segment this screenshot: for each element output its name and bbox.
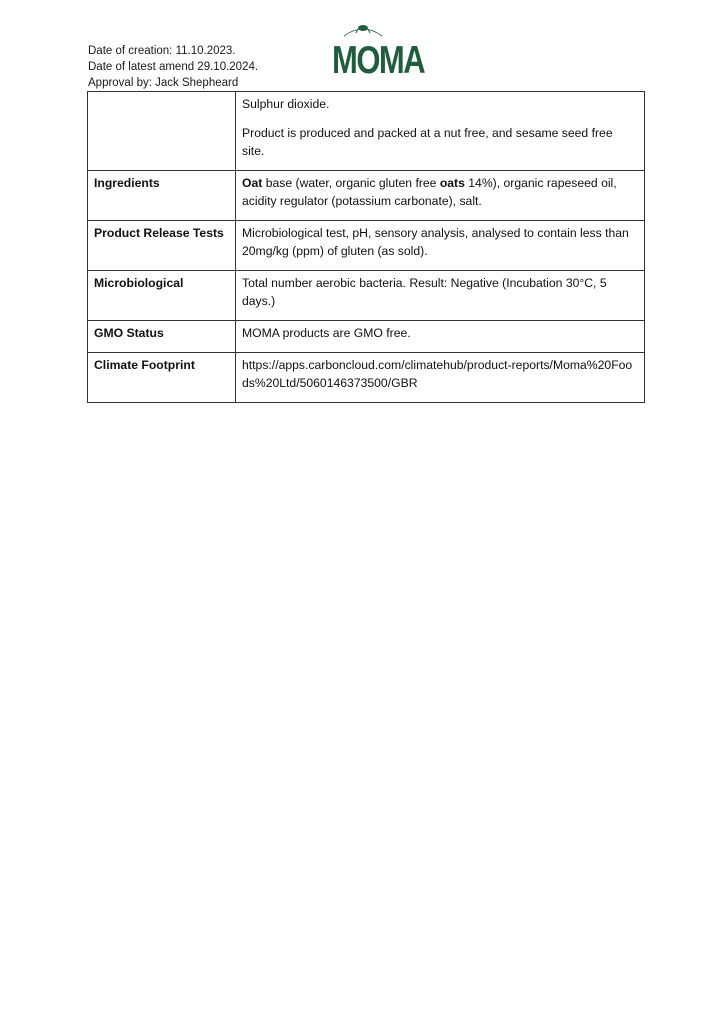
microbiological-label: Microbiological bbox=[88, 271, 236, 321]
specification-table bbox=[87, 91, 645, 403]
allergen-line: Sulphur dioxide. bbox=[242, 97, 330, 111]
gmo-value: MOMA products are GMO free. bbox=[236, 321, 645, 353]
table-row bbox=[88, 221, 645, 271]
ingredient-bold-oat: Oat bbox=[242, 176, 263, 190]
table-row bbox=[88, 321, 645, 353]
release-tests-value: Microbiological test, pH, sensory analysis, analysed to contain less than 20mg/kg (ppm) of gluten (as sold). bbox=[236, 221, 645, 271]
moma-logo bbox=[332, 20, 425, 82]
table-row bbox=[88, 353, 645, 403]
table-row bbox=[88, 171, 645, 221]
ingredient-text-1: base (water, organic gluten free bbox=[262, 176, 440, 190]
ingredients-value bbox=[236, 171, 645, 221]
table-row bbox=[88, 271, 645, 321]
allergen-continued-cell bbox=[236, 92, 645, 171]
release-tests-label: Product Release Tests bbox=[88, 221, 236, 271]
ingredient-text-2: 14%), organic rapeseed oil, acidity regulator (potassium carbonate), salt. bbox=[242, 176, 617, 208]
logo-wordmark: MOMA bbox=[332, 38, 425, 82]
climate-footprint-link[interactable]: https://apps.carboncloud.com/climatehub/product-reports/Moma%20Foods%20Ltd/5060146373500/GBR bbox=[236, 353, 645, 403]
creation-date: Date of creation: 11.10.2023. bbox=[88, 45, 236, 57]
ingredient-bold-oats: oats bbox=[439, 176, 465, 190]
document-header bbox=[88, 43, 258, 91]
table-row bbox=[88, 92, 645, 171]
site-statement: Product is produced and packed at a nut free, and sesame seed free site. bbox=[242, 126, 613, 158]
climate-label: Climate Footprint bbox=[88, 353, 236, 403]
logo-emblem-icon bbox=[332, 20, 394, 40]
approval-line: Approval by: Jack Shepheard bbox=[88, 77, 239, 89]
microbiological-value: Total number aerobic bacteria. Result: Negative (Incubation 30°C, 5 days.) bbox=[236, 271, 645, 321]
empty-label-cell bbox=[88, 92, 236, 171]
gmo-label: GMO Status bbox=[88, 321, 236, 353]
ingredients-label: Ingredients bbox=[88, 171, 236, 221]
amend-date: Date of latest amend 29.10.2024. bbox=[88, 61, 259, 73]
